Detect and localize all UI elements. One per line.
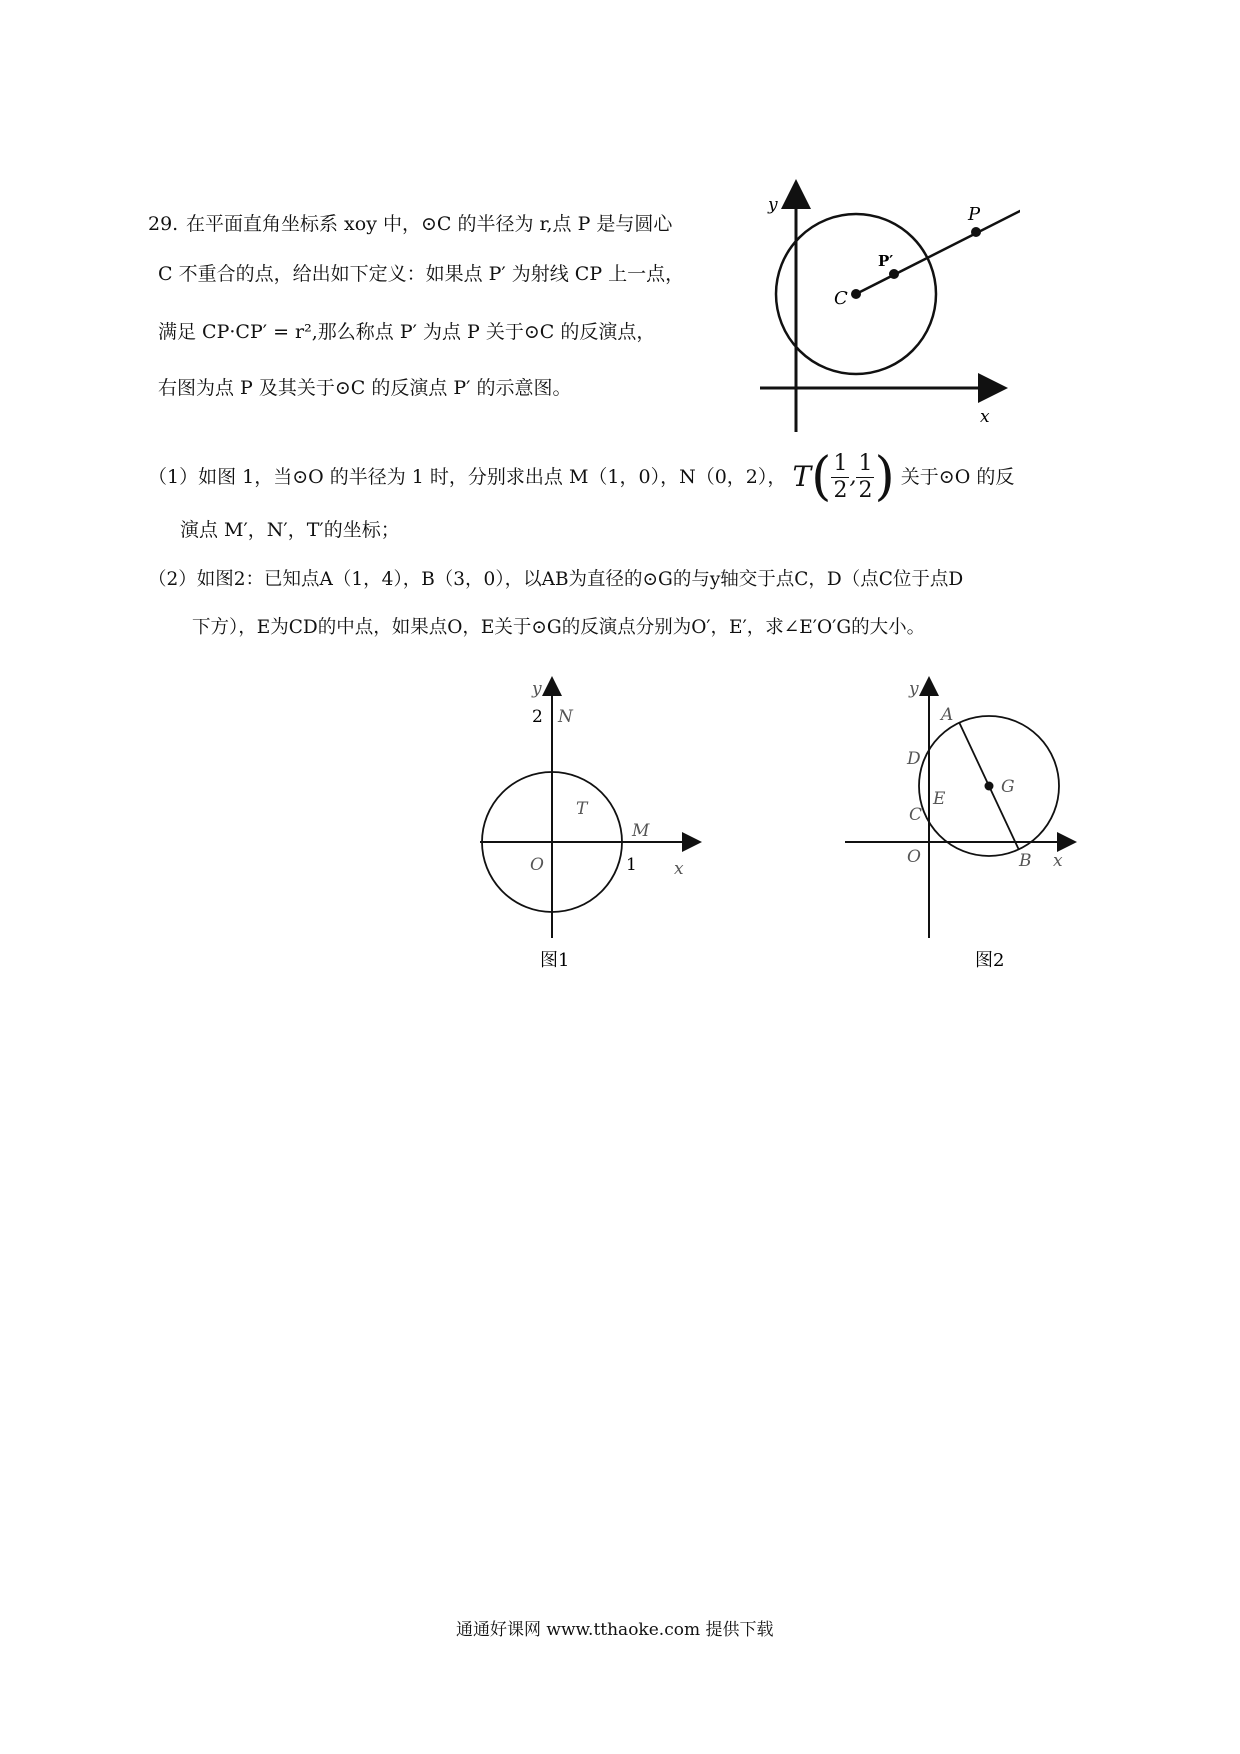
part1-line-2: 演点 M′，N′，T′的坐标； [180,519,400,541]
schematic-p-label: P [968,204,981,225]
problem-line-3: 满足 CP·CP′ = r²,那么称点 P′ 为点 P 关于⊙C 的反演点， [158,321,656,343]
fig2-y-label: y [909,679,919,699]
fig2-c-label: C [909,805,923,825]
fig2-caption: 图2 [975,950,1005,970]
problem-line-2: C 不重合的点，给出如下定义：如果点 P′ 为射线 CP 上一点， [158,263,685,285]
problem-line-1: 在平面直角坐标系 xoy 中，⊙C 的半径为 r,点 P 是与圆心 [186,213,673,235]
fig1-x-label: x [674,859,684,879]
fraction-half-y: $\frac{1}{2}$ [858,450,873,503]
fig2-d-label: D [907,749,921,769]
point-c-dot [851,289,861,299]
page-footer: 通通好课网 www.tthaoke.com 提供下载 [456,1620,774,1640]
schematic-p-prime-label: P′ [878,252,894,270]
point-p-dot [971,227,981,237]
fig2-o-label: O [907,847,921,867]
fig2-e-label: E [933,789,946,809]
fig1-m-label: M [632,821,650,841]
part2-line-1: （2）如图2：已知点A（1，4），B（3，0），以AB为直径的⊙G的与y轴交于点C，D（点C位于点D [148,569,964,590]
fraction-half-x: $\frac{1}{2}$ [833,450,848,503]
problem-number: 29. [148,213,179,235]
fig1-o-label: O [530,855,544,875]
point-p-prime-dot [889,269,899,279]
part1-text-b: 关于⊙O 的反 [900,466,1015,488]
schematic-c-label: C [834,288,848,309]
figure-2 [835,670,1095,970]
part1-text-a: （1）如图 1，当⊙O 的半径为 1 时，分别求出点 M（1，0），N（0，2）， [148,466,787,488]
fig2-g-label: G [1001,777,1015,797]
fig1-n-label: N [558,707,573,727]
left-paren: ( [811,447,832,507]
fig1-t-label: T [576,799,588,819]
fig2-b-label: B [1019,851,1032,871]
fig1-tick-1: 1 [626,855,637,875]
fig2-x-label: x [1053,851,1063,871]
part1-line-1: （1）如图 1，当⊙O 的半径为 1 时，分别求出点 M（1，0），N（0，2）， T( $\frac{1}{2}$ , $\frac{1}{2}$ ) 关于⊙O 的反 [148,447,1015,507]
point-t-label: T [792,460,812,493]
problem-line-4: 右图为点 P 及其关于⊙C 的反演点 P′ 的示意图。 [158,377,572,399]
fig1-caption: 图1 [540,950,570,970]
schematic-y-label: y [768,195,778,215]
fig1-tick-2: 2 [532,707,543,727]
inversion-schematic [750,170,1020,440]
schematic-x-label: x [980,407,990,427]
fig1-y-label: y [532,679,542,699]
part2-line-2: 下方），E为CD的中点，如果点O，E关于⊙G的反演点分别为O′，E′，求∠E′O′G的大小。 [192,617,926,638]
figure-1 [470,670,710,970]
fig2-center-dot [985,782,994,791]
right-paren: ) [874,447,895,507]
fig2-a-label: A [941,705,954,725]
